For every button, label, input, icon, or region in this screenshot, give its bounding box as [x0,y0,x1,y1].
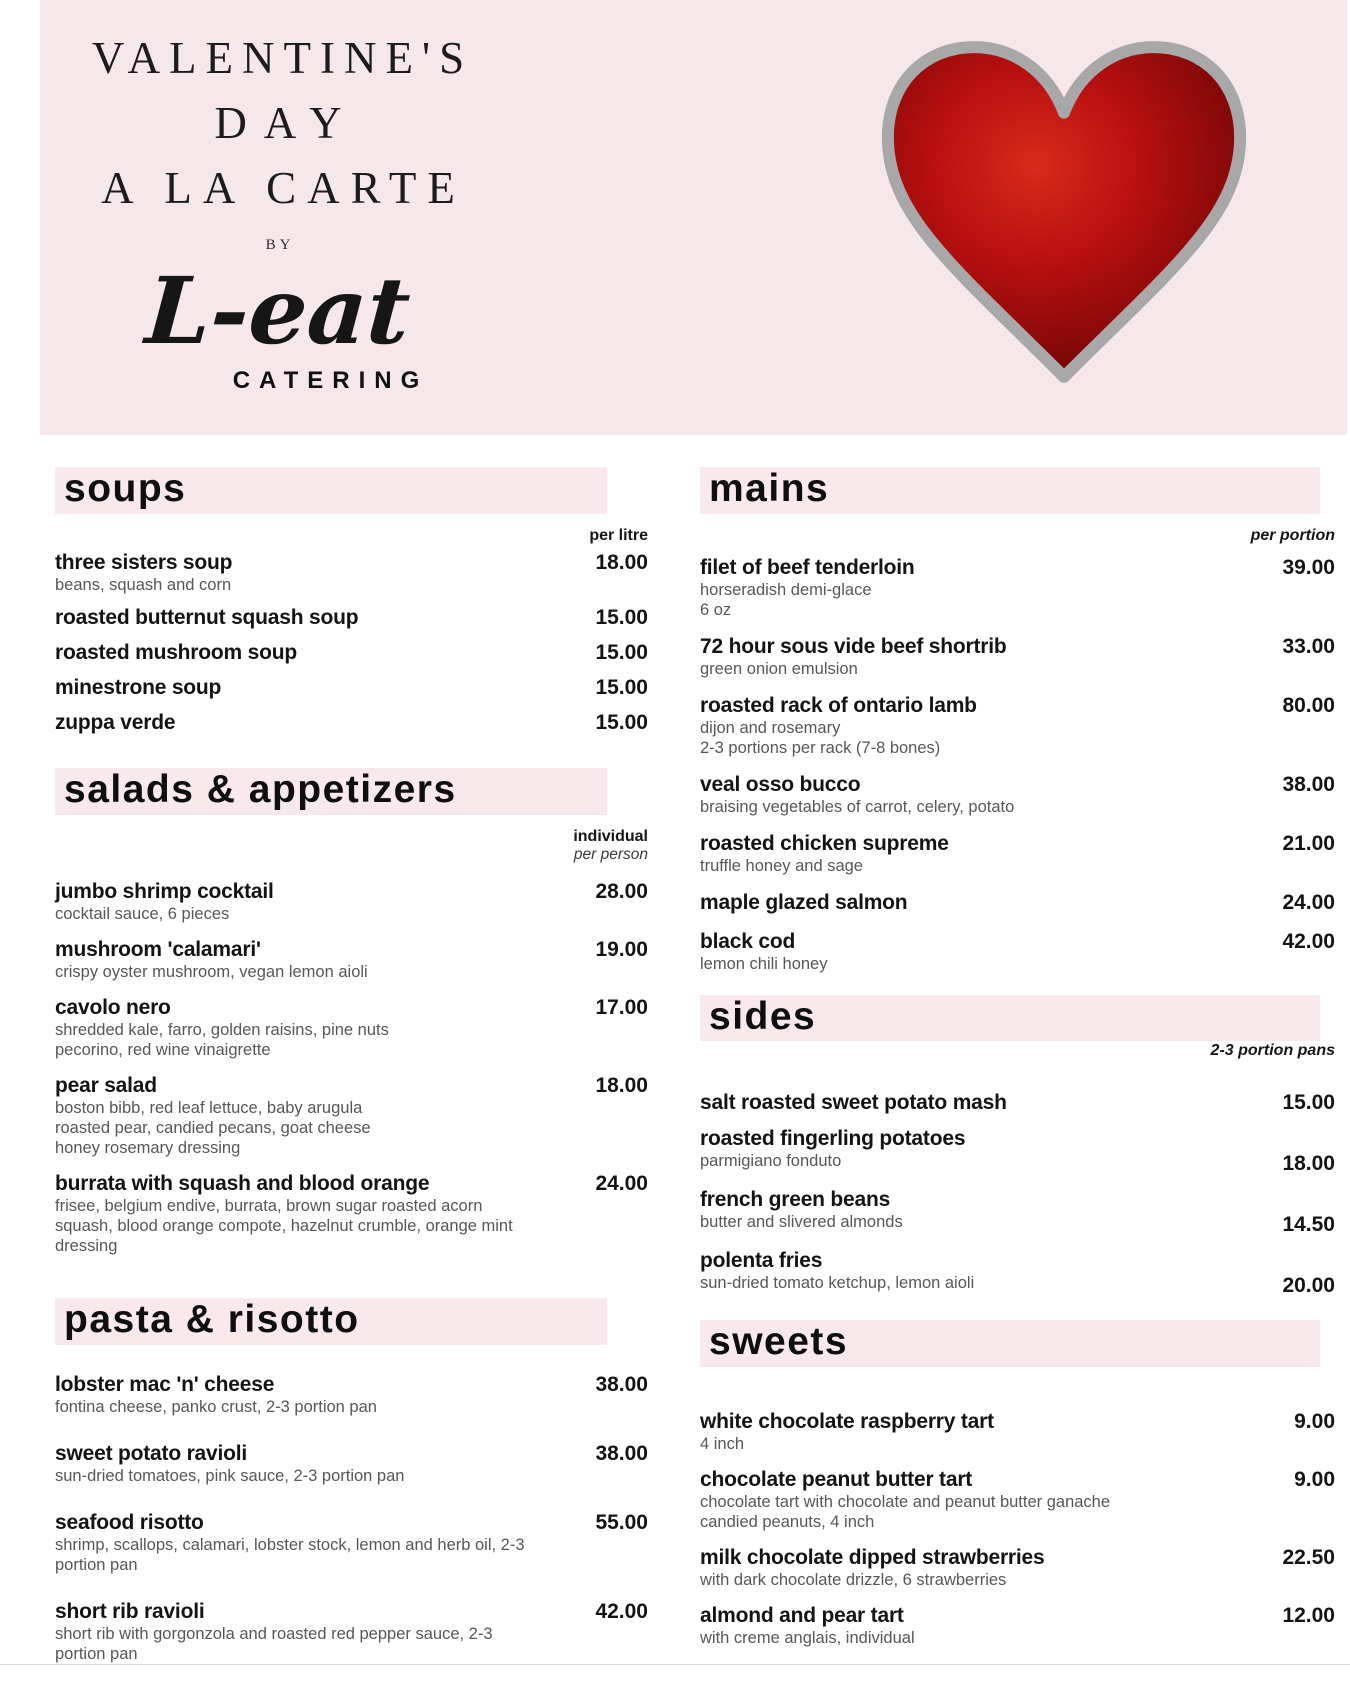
section-sweets [700,1320,1335,1662]
section-title: sides [709,994,817,1038]
item-description [55,904,583,924]
menu-item [700,1249,1335,1298]
item-name: zuppa verde [55,711,176,734]
price-unit-note: per person [573,846,648,863]
page-title [40,26,516,221]
menu-item [55,938,648,982]
item-name: white chocolate raspberry tart [700,1410,994,1433]
item-desc-line: dressing [55,1237,118,1255]
section-soups [55,467,648,746]
item-name: cavolo nero [55,996,171,1019]
section-band [55,467,607,514]
menu-item [700,832,1335,876]
menu-item [55,996,648,1060]
item-desc-line: portion pan [55,1556,138,1574]
item-desc-line: 6 oz [700,601,732,619]
item-desc-line: 4 inch [700,1435,745,1453]
header-title-block [40,0,516,395]
section-band [55,768,607,815]
section-title: soups [64,467,187,510]
item-price: 14.50 [1282,1213,1335,1236]
menu-item [55,1600,648,1664]
item-description [55,575,583,595]
item-desc-line: pecorino, red wine vinaigrette [55,1041,271,1059]
item-price: 55.00 [595,1511,648,1534]
item-name: salt roasted sweet potato mash [700,1091,1007,1114]
item-price: 15.00 [1282,1091,1335,1114]
item-desc-line: frisee, belgium endive, burrata, brown sugar roasted acorn [55,1197,483,1215]
item-name: jumbo shrimp cocktail [55,880,274,903]
item-name: milk chocolate dipped strawberries [700,1546,1045,1569]
price-unit-notes [700,527,1335,545]
item-desc-line: butter and slivered almonds [700,1213,903,1231]
item-description [55,1098,583,1158]
item-description [700,1434,1282,1454]
section-title: mains [709,467,830,510]
menu-item [700,556,1335,620]
item-description [55,1624,583,1664]
menu-item [55,1373,648,1417]
title-line: A LA CARTE [101,163,466,213]
item-name: maple glazed salmon [700,891,908,914]
item-desc-line: beans, squash and corn [55,576,232,594]
header [40,0,1347,435]
item-description [700,1151,1270,1171]
section-band [700,995,1320,1041]
item-description [700,856,1270,876]
item-description [55,962,583,982]
leat-logo: L-eat [142,257,414,365]
item-desc-line: green onion emulsion [700,660,858,678]
item-name: burrata with squash and blood orange [55,1172,430,1195]
price-unit-notes [55,527,648,545]
item-desc-line: parmigiano fonduto [700,1152,842,1170]
item-name: veal osso bucco [700,773,861,796]
item-description [700,1273,1270,1293]
item-price: 21.00 [1282,832,1335,855]
item-name: black cod [700,930,796,953]
item-desc-line: chocolate tart with chocolate and peanut butter ganache [700,1493,1111,1511]
menu-item [700,773,1335,817]
section-items [55,880,648,1256]
item-desc-line: fontina cheese, panko crust, 2-3 portion pan [55,1398,377,1416]
item-description [55,1535,583,1575]
section-sides [700,995,1335,1310]
menu-item [55,1442,648,1486]
item-description [700,1628,1270,1648]
menu-item [700,1188,1335,1237]
item-desc-line: short rib with gorgonzola and roasted red pepper sauce, 2-3 [55,1625,493,1643]
bottom-divider [0,1664,1350,1665]
item-desc-line: portion pan [55,1645,138,1663]
item-price: 24.00 [595,1172,648,1195]
menu-item [700,694,1335,758]
item-desc-line: squash, blood orange compote, hazelnut crumble, orange mint [55,1217,513,1235]
item-name: roasted rack of ontario lamb [700,694,977,717]
menu-item [700,1604,1335,1648]
section-pasta [55,1298,648,1687]
price-unit-notes [55,828,648,863]
item-price: 18.00 [1282,1152,1335,1175]
section-items [55,1373,648,1664]
item-price: 24.00 [1282,891,1335,914]
item-description [700,1492,1282,1532]
item-description [55,1196,583,1256]
item-price: 80.00 [1282,694,1335,717]
item-description [700,718,1270,758]
item-price: 22.50 [1282,1546,1335,1569]
item-price: 38.00 [1282,773,1335,796]
item-name: roasted fingerling potatoes [700,1127,966,1150]
item-name: roasted butternut squash soup [55,606,359,629]
menu-item [55,551,648,595]
item-name: pear salad [55,1074,157,1097]
section-band [700,1320,1320,1367]
price-unit-note: 2-3 portion pans [1210,1042,1335,1059]
item-description [55,1397,583,1417]
item-name: roasted chicken supreme [700,832,949,855]
item-price: 17.00 [595,996,648,1019]
menu-item [55,1511,648,1575]
item-description [700,1570,1270,1590]
item-price: 38.00 [595,1442,648,1465]
item-desc-line: roasted pear, candied pecans, goat cheese [55,1119,371,1137]
item-name: lobster mac 'n' cheese [55,1373,275,1396]
item-desc-line: sun-dried tomatoes, pink sauce, 2-3 portion pan [55,1467,405,1485]
section-title: sweets [709,1320,849,1363]
section-title: pasta & risotto [64,1298,360,1341]
item-desc-line: with creme anglais, individual [700,1629,915,1647]
item-desc-line: with dark chocolate drizzle, 6 strawberries [700,1571,1007,1589]
item-desc-line: 2-3 portions per rack (7-8 bones) [700,739,941,757]
item-desc-line: candied peanuts, 4 inch [700,1513,875,1531]
item-description [700,580,1270,620]
item-price: 9.00 [1294,1410,1335,1433]
item-name: roasted mushroom soup [55,641,297,664]
item-name: minestrone soup [55,676,222,699]
item-name: sweet potato ravioli [55,1442,248,1465]
item-name: french green beans [700,1188,891,1211]
item-desc-line: dijon and rosemary [700,719,841,737]
menu-item [55,711,648,735]
item-desc-line: crispy oyster mushroom, vegan lemon aioli [55,963,368,981]
item-desc-line: braising vegetables of carrot, celery, potato [700,798,1015,816]
menu-item [55,676,648,700]
item-price: 9.00 [1294,1468,1335,1491]
item-price: 20.00 [1282,1274,1335,1297]
item-name: mushroom 'calamari' [55,938,261,961]
item-desc-line: boston bibb, red leaf lettuce, baby arugula [55,1099,363,1117]
section-items [700,1091,1335,1298]
item-desc-line: sun-dried tomato ketchup, lemon aioli [700,1274,975,1292]
item-description [700,1212,1270,1232]
item-name: seafood risotto [55,1511,204,1534]
item-price: 18.00 [595,551,648,574]
menu-item [700,1546,1335,1590]
item-price: 19.00 [595,938,648,961]
section-items [700,556,1335,974]
item-name: polenta fries [700,1249,823,1272]
menu-item [700,930,1335,974]
menu-item [55,606,648,630]
catering-label: CATERING [232,367,429,394]
item-price: 15.00 [595,711,648,734]
item-desc-line: horseradish demi-glace [700,581,872,599]
menu-item [700,1468,1335,1532]
by-label: BY [265,237,295,253]
menu-item [55,641,648,665]
menu-item [700,1127,1335,1176]
price-unit-note: per litre [589,527,648,544]
item-description [700,797,1270,817]
section-items [55,551,648,735]
item-desc-line: cocktail sauce, 6 pieces [55,905,230,923]
heart-icon [876,34,1252,390]
item-desc-line: shrimp, scallops, calamari, lobster stock, lemon and herb oil, 2-3 [55,1536,525,1554]
menu-item [55,1074,648,1158]
section-items [700,1410,1335,1648]
item-name: almond and pear tart [700,1604,904,1627]
title-line: DAY [214,98,359,148]
item-price: 18.00 [595,1074,648,1097]
menu-item [700,635,1335,679]
item-price: 15.00 [595,641,648,664]
item-description [700,954,1270,974]
item-name: chocolate peanut butter tart [700,1468,973,1491]
item-name: three sisters soup [55,551,233,574]
item-price: 39.00 [1282,556,1335,579]
item-price: 15.00 [595,676,648,699]
title-line: VALENTINE'S [91,33,474,83]
item-price: 42.00 [1282,930,1335,953]
menu-item [55,880,648,924]
menu-item [55,1172,648,1256]
item-description [700,659,1270,679]
item-name: filet of beef tenderloin [700,556,915,579]
section-mains [700,467,1335,989]
item-price: 28.00 [595,880,648,903]
section-band [700,467,1320,514]
item-desc-line: truffle honey and sage [700,857,863,875]
price-unit-note: per portion [1250,527,1335,544]
item-desc-line: shredded kale, farro, golden raisins, pine nuts [55,1021,389,1039]
item-name: 72 hour sous vide beef shortrib [700,635,1007,658]
menu-item [700,1410,1335,1454]
item-price: 38.00 [595,1373,648,1396]
price-unit-notes [700,1042,1335,1060]
item-name: short rib ravioli [55,1600,205,1623]
menu-item [700,1091,1335,1115]
item-price: 42.00 [595,1600,648,1623]
item-description [55,1020,583,1060]
section-title: salads & appetizers [64,768,457,811]
item-price: 12.00 [1282,1604,1335,1627]
price-unit-note: individual [573,828,648,845]
item-desc-line: honey rosemary dressing [55,1139,241,1157]
section-salads [55,768,648,1270]
item-price: 15.00 [595,606,648,629]
section-band [55,1298,607,1345]
item-desc-line: lemon chili honey [700,955,828,973]
menu-item [700,891,1335,915]
item-price: 33.00 [1282,635,1335,658]
item-description [55,1466,583,1486]
